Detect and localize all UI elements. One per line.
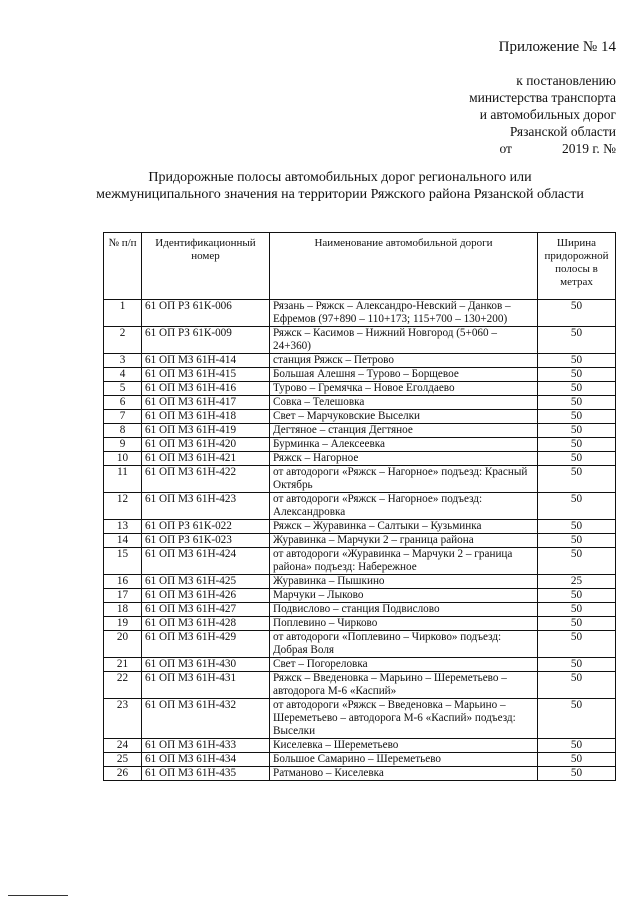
appendix-line-4: Рязанской области: [509, 124, 616, 139]
row-width: 50: [538, 603, 616, 617]
row-number: 1: [104, 300, 142, 327]
row-ident: 61 ОП МЗ 61Н-435: [142, 767, 270, 781]
row-ident: 61 ОП МЗ 61Н-426: [142, 589, 270, 603]
row-ident: 61 ОП МЗ 61Н-432: [142, 699, 270, 739]
row-ident: 61 ОП МЗ 61Н-428: [142, 617, 270, 631]
row-road-name: Киселевка – Шереметьево: [270, 739, 538, 753]
row-width: 50: [538, 368, 616, 382]
row-road-name: Свет – Марчуковские Выселки: [270, 410, 538, 424]
row-number: 25: [104, 753, 142, 767]
footnote-divider: [8, 895, 68, 896]
row-number: 5: [104, 382, 142, 396]
table-row: [104, 534, 616, 548]
row-width: 50: [538, 534, 616, 548]
row-number: 14: [104, 534, 142, 548]
row-width: 50: [538, 589, 616, 603]
table-row: [104, 410, 616, 424]
row-road-name: Журавинка – Пышкино: [270, 575, 538, 589]
appendix-title: Приложение № 14: [498, 39, 616, 55]
table-row: [104, 438, 616, 452]
table-row: [104, 354, 616, 368]
appendix-line-1: к постановлению: [516, 73, 616, 88]
row-number: 22: [104, 672, 142, 699]
table-row: [104, 300, 616, 327]
row-width: 50: [538, 767, 616, 781]
row-number: 21: [104, 658, 142, 672]
table-row: [104, 603, 616, 617]
row-number: 12: [104, 493, 142, 520]
row-width: 50: [538, 493, 616, 520]
row-ident: 61 ОП РЗ 61К-009: [142, 327, 270, 354]
row-width: 50: [538, 739, 616, 753]
row-number: 6: [104, 396, 142, 410]
row-width: 50: [538, 466, 616, 493]
table-row: [104, 753, 616, 767]
row-road-name: от автодороги «Журавинка – Марчуки 2 – граница района» подъезд: Набережное: [270, 548, 538, 575]
table-header-row: [104, 233, 616, 300]
row-number: 9: [104, 438, 142, 452]
row-ident: 61 ОП МЗ 61Н-417: [142, 396, 270, 410]
header-width: Ширина придорожной полосы в метрах: [538, 233, 616, 300]
table-row: [104, 672, 616, 699]
row-ident: 61 ОП МЗ 61Н-423: [142, 493, 270, 520]
table-row: [104, 327, 616, 354]
row-number: 11: [104, 466, 142, 493]
header-ident: Идентификационный номер: [142, 233, 270, 300]
table-row: [104, 658, 616, 672]
row-road-name: Совка – Телешовка: [270, 396, 538, 410]
row-number: 2: [104, 327, 142, 354]
row-road-name: от автодороги «Поплевино – Чирково» подъезд: Добрая Воля: [270, 631, 538, 658]
date-prefix: от: [499, 141, 512, 156]
row-number: 13: [104, 520, 142, 534]
row-road-name: от автодороги «Ряжск – Нагорное» подъезд: Александровка: [270, 493, 538, 520]
table-row: [104, 493, 616, 520]
row-ident: 61 ОП МЗ 61Н-430: [142, 658, 270, 672]
row-width: 50: [538, 410, 616, 424]
row-road-name: Ратманово – Киселевка: [270, 767, 538, 781]
table-row: [104, 520, 616, 534]
row-ident: 61 ОП МЗ 61Н-433: [142, 739, 270, 753]
appendix-block: [469, 38, 616, 157]
row-width: 50: [538, 631, 616, 658]
table-row: [104, 739, 616, 753]
row-number: 10: [104, 452, 142, 466]
row-width: 25: [538, 575, 616, 589]
row-road-name: станция Ряжск – Петрово: [270, 354, 538, 368]
row-width: 50: [538, 438, 616, 452]
row-width: 50: [538, 548, 616, 575]
row-ident: 61 ОП МЗ 61Н-421: [142, 452, 270, 466]
row-road-name: Турово – Гремячка – Новое Еголдаево: [270, 382, 538, 396]
table-row: [104, 575, 616, 589]
row-ident: 61 ОП МЗ 61Н-434: [142, 753, 270, 767]
row-ident: 61 ОП РЗ 61К-006: [142, 300, 270, 327]
row-width: 50: [538, 520, 616, 534]
row-width: 50: [538, 396, 616, 410]
row-number: 4: [104, 368, 142, 382]
header-name: Наименование автомобильной дороги: [270, 233, 538, 300]
row-road-name: Свет – Погореловка: [270, 658, 538, 672]
table-row: [104, 767, 616, 781]
row-ident: 61 ОП РЗ 61К-023: [142, 534, 270, 548]
header-num: № п/п: [104, 233, 142, 300]
table-row: [104, 368, 616, 382]
row-number: 20: [104, 631, 142, 658]
row-ident: 61 ОП РЗ 61К-022: [142, 520, 270, 534]
table-row: [104, 699, 616, 739]
row-road-name: Ряжск – Нагорное: [270, 452, 538, 466]
row-road-name: Большая Алешня – Турово – Борщевое: [270, 368, 538, 382]
row-number: 18: [104, 603, 142, 617]
row-width: 50: [538, 354, 616, 368]
row-width: 50: [538, 617, 616, 631]
row-number: 3: [104, 354, 142, 368]
table-row: [104, 452, 616, 466]
row-width: 50: [538, 658, 616, 672]
table-row: [104, 466, 616, 493]
row-width: 50: [538, 672, 616, 699]
row-number: 19: [104, 617, 142, 631]
appendix-line-2: министерства транспорта: [469, 90, 616, 105]
row-road-name: от автодороги «Ряжск – Нагорное» подъезд: Красный Октябрь: [270, 466, 538, 493]
row-number: 23: [104, 699, 142, 739]
row-number: 7: [104, 410, 142, 424]
row-ident: 61 ОП МЗ 61Н-427: [142, 603, 270, 617]
row-road-name: Поплевино – Чирково: [270, 617, 538, 631]
row-ident: 61 ОП МЗ 61Н-418: [142, 410, 270, 424]
row-number: 24: [104, 739, 142, 753]
row-road-name: Бурминка – Алексеевка: [270, 438, 538, 452]
row-ident: 61 ОП МЗ 61Н-416: [142, 382, 270, 396]
row-width: 50: [538, 753, 616, 767]
row-width: 50: [538, 327, 616, 354]
row-road-name: Марчуки – Лыково: [270, 589, 538, 603]
appendix-reference: [469, 72, 616, 157]
roads-table: [103, 232, 616, 781]
row-road-name: от автодороги «Ряжск – Введеновка – Марьино – Шереметьево – автодорога М-6 «Каспий» подъезд: Выселки: [270, 699, 538, 739]
row-ident: 61 ОП МЗ 61Н-429: [142, 631, 270, 658]
table-row: [104, 548, 616, 575]
row-ident: 61 ОП МЗ 61Н-414: [142, 354, 270, 368]
table-row: [104, 589, 616, 603]
row-number: 26: [104, 767, 142, 781]
table-row: [104, 424, 616, 438]
row-road-name: Ряжск – Журавинка – Салтыки – Кузьминка: [270, 520, 538, 534]
row-width: 50: [538, 424, 616, 438]
row-width: 50: [538, 300, 616, 327]
row-ident: 61 ОП МЗ 61Н-415: [142, 368, 270, 382]
table-row: [104, 631, 616, 658]
row-ident: 61 ОП МЗ 61Н-424: [142, 548, 270, 575]
row-number: 15: [104, 548, 142, 575]
row-number: 16: [104, 575, 142, 589]
document-title: Придорожные полосы автомобильных дорог регионального или межмуниципального значения на территории Ряжского района Рязанской области: [96, 170, 584, 202]
row-number: 8: [104, 424, 142, 438]
row-ident: 61 ОП МЗ 61Н-420: [142, 438, 270, 452]
date-suffix: 2019 г. №: [561, 141, 616, 156]
table-row: [104, 382, 616, 396]
appendix-date-line: [469, 140, 616, 157]
row-ident: 61 ОП МЗ 61Н-422: [142, 466, 270, 493]
row-number: 17: [104, 589, 142, 603]
table-row: [104, 617, 616, 631]
table-row: [104, 396, 616, 410]
row-road-name: Дегтяное – станция Дегтяное: [270, 424, 538, 438]
row-road-name: Рязань – Ряжск – Александро-Невский – Данков – Ефремов (97+890 – 110+173; 115+700 – 130+200): [270, 300, 538, 327]
row-road-name: Ряжск – Касимов – Нижний Новгород (5+060 – 24+360): [270, 327, 538, 354]
row-road-name: Большое Самарино – Шереметьево: [270, 753, 538, 767]
row-road-name: Подвислово – станция Подвислово: [270, 603, 538, 617]
row-width: 50: [538, 382, 616, 396]
row-ident: 61 ОП МЗ 61Н-431: [142, 672, 270, 699]
row-road-name: Ряжск – Введеновка – Марьино – Шереметьево – автодорога М-6 «Каспий»: [270, 672, 538, 699]
appendix-line-3: и автомобильных дорог: [479, 107, 616, 122]
row-ident: 61 ОП МЗ 61Н-419: [142, 424, 270, 438]
row-width: 50: [538, 452, 616, 466]
row-ident: 61 ОП МЗ 61Н-425: [142, 575, 270, 589]
row-road-name: Журавинка – Марчуки 2 – граница района: [270, 534, 538, 548]
row-width: 50: [538, 699, 616, 739]
